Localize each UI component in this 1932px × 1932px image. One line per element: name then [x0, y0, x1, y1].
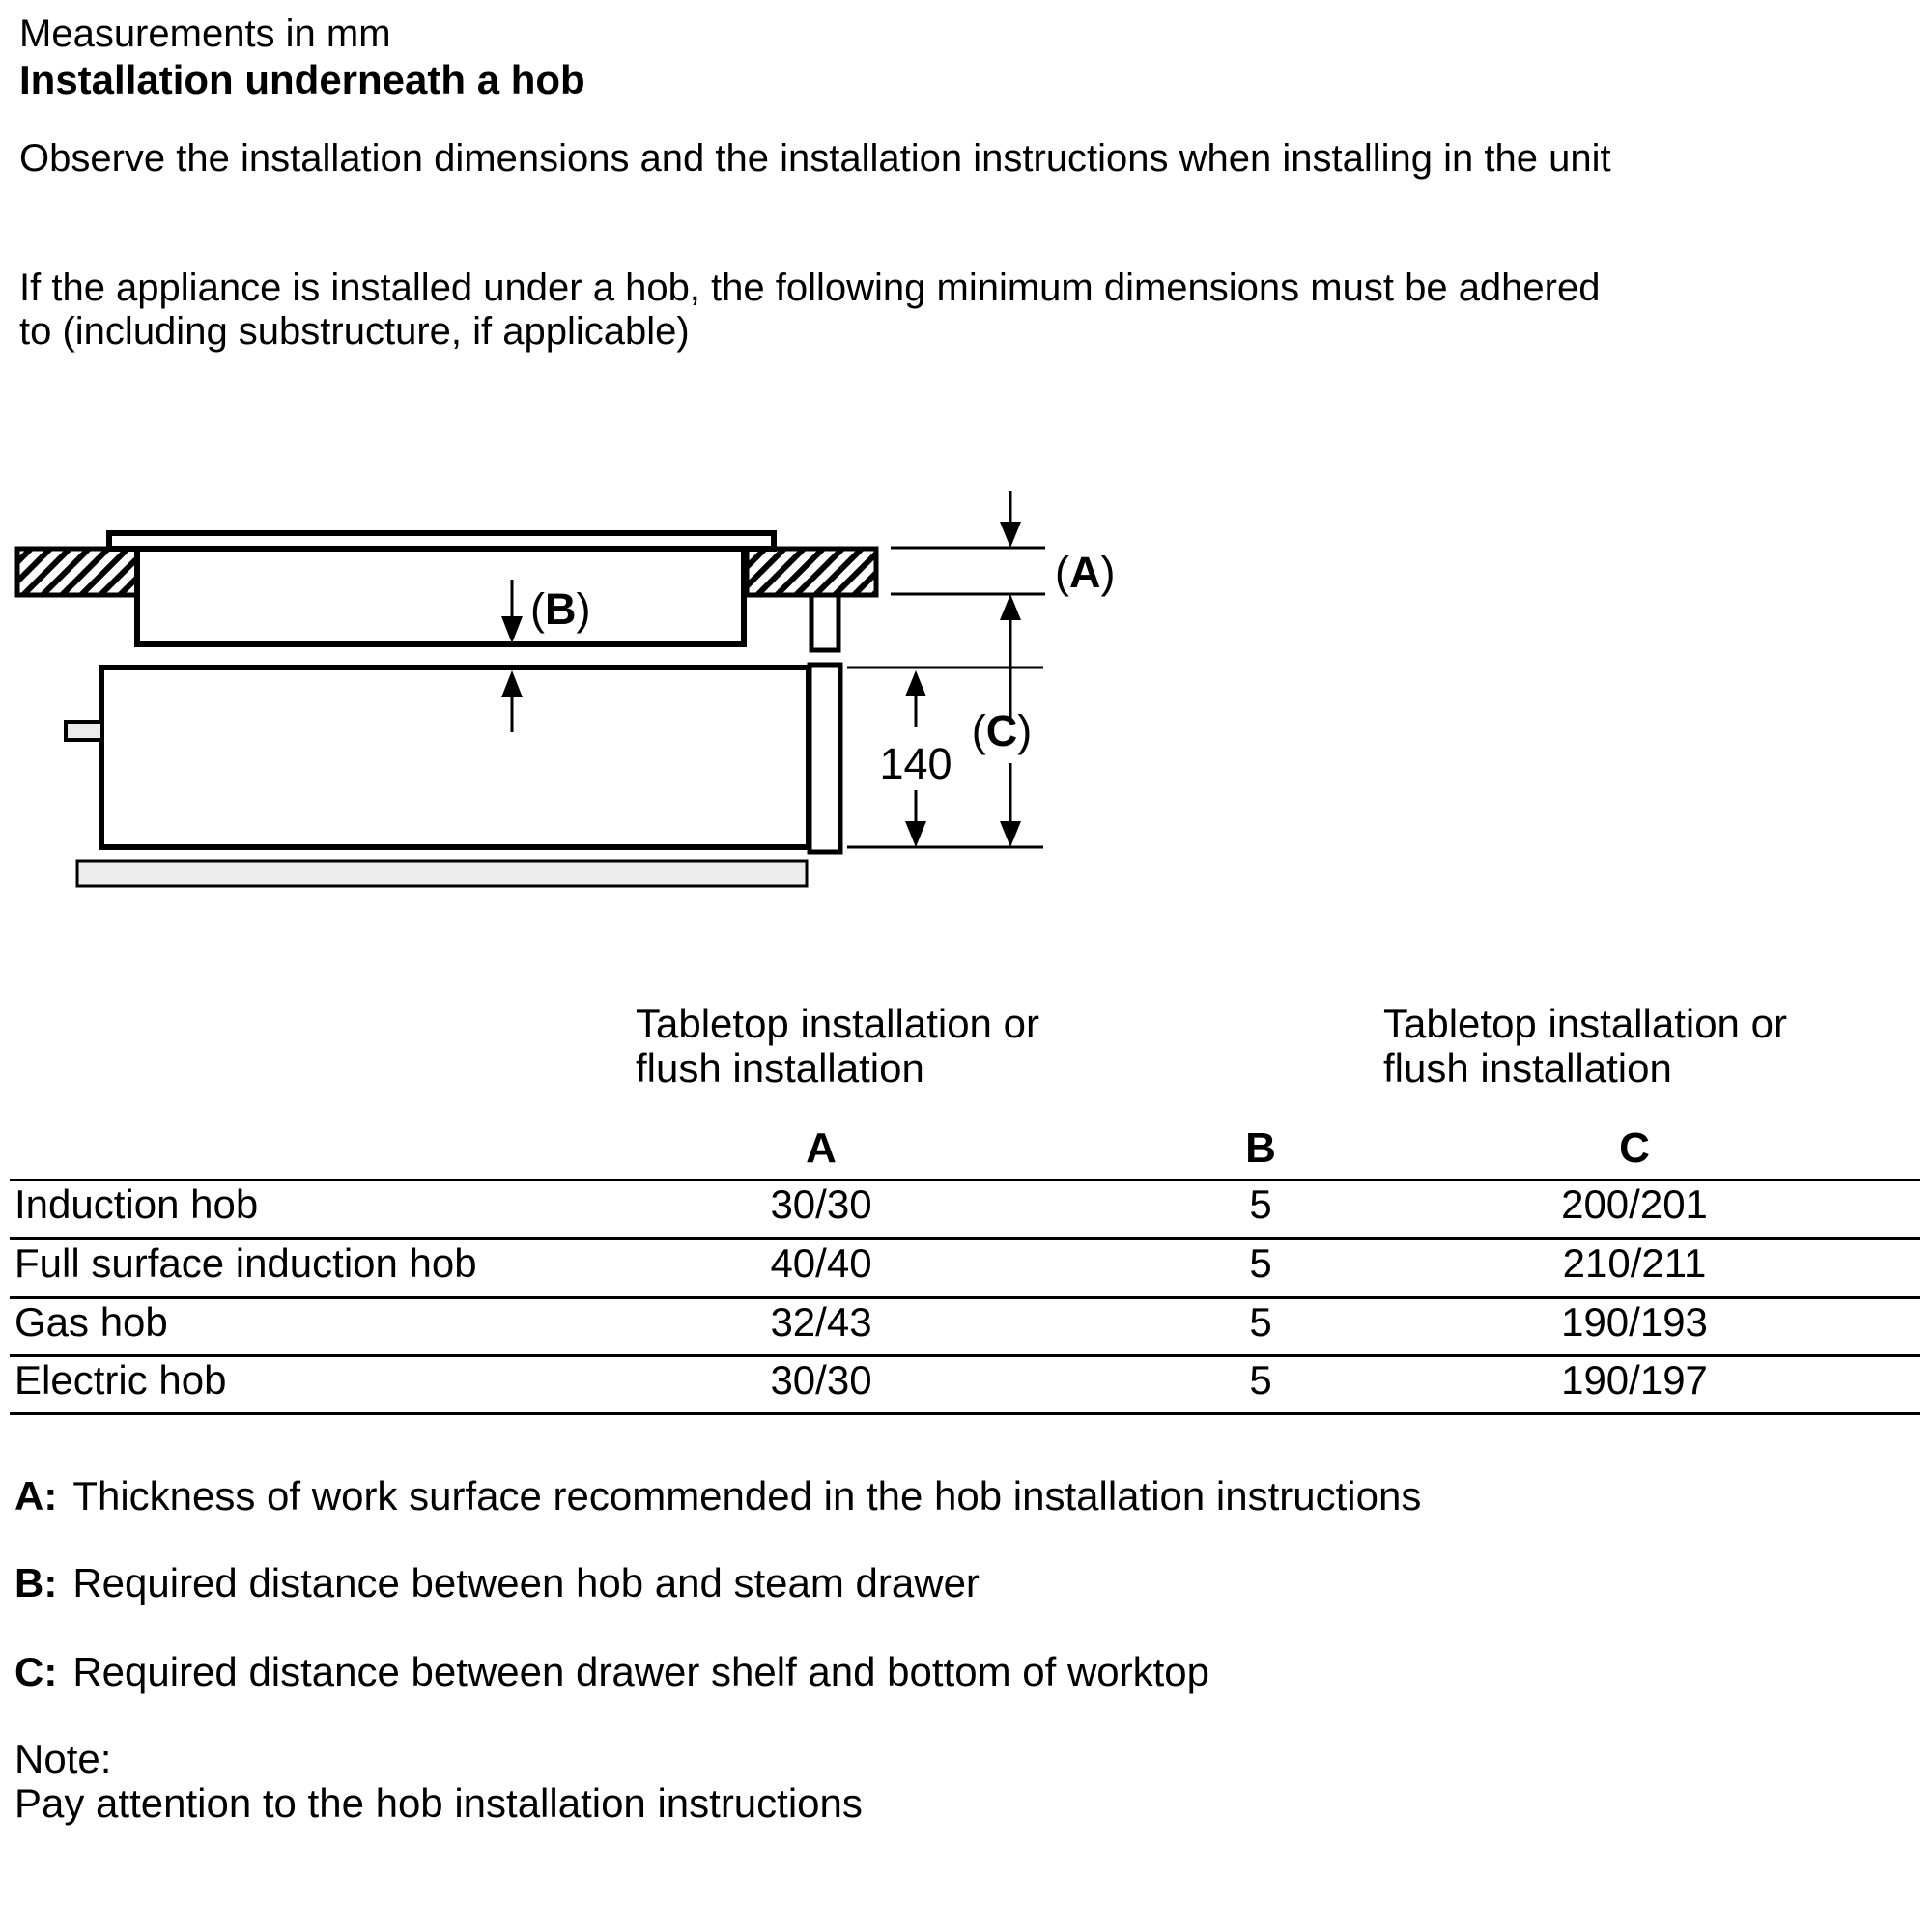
row-label: Gas hob [14, 1299, 168, 1345]
dim-140-arrowhead-down [905, 821, 926, 847]
worktop-hatch-right [747, 549, 876, 595]
row-label: Full surface induction hob [14, 1240, 477, 1286]
dim-140-label: 140 [879, 739, 952, 788]
cell-c: 210/211 [1562, 1240, 1707, 1286]
group-header-right [1383, 1002, 1787, 1091]
cell-c: 190/193 [1561, 1299, 1708, 1345]
cell-b: 5 [1249, 1299, 1272, 1345]
dim-c-arrowhead-down [1000, 821, 1021, 847]
hob-glass-plate [109, 533, 774, 549]
dim-c-label: (C) [971, 706, 1033, 755]
dim-a-label: (A) [1055, 548, 1116, 597]
cell-a: 30/30 [770, 1181, 872, 1227]
cell-c: 200/201 [1561, 1181, 1708, 1227]
footnote-a-text: Thickness of work surface recommended in the hob installation instructions [72, 1473, 1422, 1519]
conditions-line-1: If the appliance is installed under a hob, the following minimum dimensions must be adhered [19, 267, 1601, 309]
group-header-left-line-1: Tabletop installation or [636, 1001, 1039, 1046]
column-header-a: A [806, 1124, 837, 1172]
conditions-line-2: to (including substructure, if applicable) [19, 310, 690, 353]
base-shelf [77, 861, 807, 886]
cell-a: 32/43 [770, 1299, 872, 1345]
footnote-a [14, 1474, 1421, 1519]
intro-paragraph: Observe the installation dimensions and the installation instructions when installing in the unit [19, 137, 1611, 180]
measurements-unit-note: Measurements in mm [19, 13, 391, 55]
dim-a-arrowhead-up [1000, 594, 1021, 620]
footnote-b-text: Required distance between hob and steam drawer [72, 1560, 980, 1605]
cell-b: 5 [1249, 1240, 1272, 1286]
drawer-knob [66, 722, 102, 740]
installation-diagram [0, 464, 1159, 908]
dim-140-arrowhead-up [905, 670, 926, 696]
hob-body [137, 549, 744, 644]
group-header-right-line-1: Tabletop installation or [1383, 1001, 1787, 1046]
column-header-b: B [1245, 1124, 1276, 1172]
footnote-c [14, 1650, 1209, 1694]
footnote-a-prefix: A: [14, 1473, 58, 1519]
note-block [14, 1737, 863, 1826]
column-header-c: C [1619, 1124, 1650, 1172]
row-label: Induction hob [14, 1181, 259, 1227]
footnote-c-text: Required distance between drawer shelf and bottom of worktop [72, 1649, 1210, 1694]
cell-a: 30/30 [770, 1357, 872, 1403]
drawer-side-bracket [810, 665, 840, 852]
footnote-b [14, 1561, 980, 1605]
note-text: Pay attention to the hob installation instructions [14, 1780, 863, 1826]
drawer-body [101, 668, 809, 847]
footnote-b-prefix: B: [14, 1560, 58, 1605]
cell-b: 5 [1249, 1181, 1272, 1227]
worktop-hatch-left [17, 549, 139, 595]
cell-a: 40/40 [770, 1240, 872, 1286]
hob-fixing-clamp [811, 595, 838, 650]
group-header-left [636, 1002, 1039, 1091]
page-title: Installation underneath a hob [19, 57, 585, 102]
cell-b: 5 [1249, 1357, 1272, 1403]
group-header-right-line-2: flush installation [1383, 1045, 1672, 1091]
group-header-left-line-2: flush installation [636, 1045, 924, 1091]
dim-a-arrowhead-down [1000, 522, 1021, 548]
note-label: Note: [14, 1736, 112, 1781]
dim-b-label: (B) [530, 584, 591, 634]
footnote-c-prefix: C: [14, 1649, 58, 1694]
table-rule [10, 1412, 1920, 1415]
conditions-paragraph [19, 267, 1922, 354]
row-label: Electric hob [14, 1357, 227, 1403]
cell-c: 190/197 [1561, 1357, 1708, 1403]
